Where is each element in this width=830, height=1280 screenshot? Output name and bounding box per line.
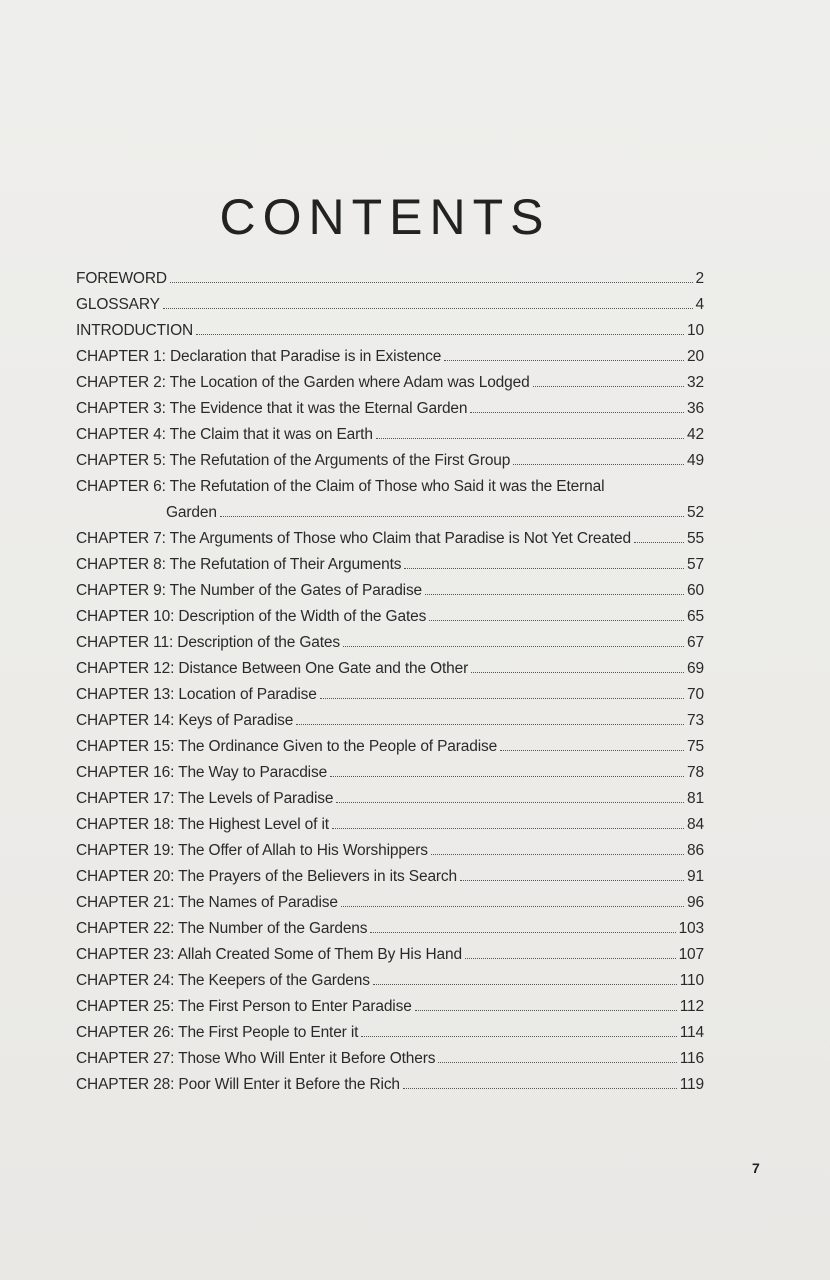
toc-entry-page: 81 bbox=[687, 790, 704, 807]
toc-entry-chapter-11 bbox=[76, 630, 704, 656]
toc-entry-chapter-19 bbox=[76, 838, 704, 864]
toc-entry-title: GLOSSARY bbox=[76, 296, 160, 313]
dot-leader bbox=[370, 932, 675, 933]
toc-entry-page: 96 bbox=[687, 894, 704, 911]
toc-entry-chapter-17 bbox=[76, 786, 704, 812]
dot-leader bbox=[341, 906, 684, 907]
toc-entry-page: 119 bbox=[679, 1076, 704, 1093]
toc-entry-title: CHAPTER 13: Location of Paradise bbox=[76, 686, 317, 703]
toc-entry-chapter-27 bbox=[76, 1046, 704, 1072]
toc-entry-chapter-16 bbox=[76, 760, 704, 786]
toc-entry-chapter-15 bbox=[76, 734, 704, 760]
toc-entry-page: 42 bbox=[687, 426, 704, 443]
toc-entry-page: 110 bbox=[679, 972, 704, 989]
dot-leader bbox=[460, 880, 684, 881]
toc-entry-page: 65 bbox=[687, 608, 704, 625]
dot-leader bbox=[470, 412, 684, 413]
toc-entry-title: CHAPTER 4: The Claim that it was on Earth bbox=[76, 426, 373, 443]
toc-entry-chapter-13 bbox=[76, 682, 704, 708]
toc-entry-chapter-20 bbox=[76, 864, 704, 890]
dot-leader bbox=[438, 1062, 676, 1063]
folio-page-number: 7 bbox=[752, 1160, 760, 1176]
toc-entry-page: 60 bbox=[687, 582, 704, 599]
toc-entry-chapter-23 bbox=[76, 942, 704, 968]
dot-leader bbox=[429, 620, 684, 621]
dot-leader bbox=[330, 776, 684, 777]
dot-leader bbox=[471, 672, 684, 673]
dot-leader bbox=[533, 386, 685, 387]
toc-entry-page: 67 bbox=[687, 634, 704, 651]
toc-entry-page: 73 bbox=[687, 712, 704, 729]
toc-entry-title: CHAPTER 1: Declaration that Paradise is in Existence bbox=[76, 348, 442, 365]
toc-entry-title: CHAPTER 8: The Refutation of Their Arguments bbox=[76, 556, 402, 573]
toc-entry-title: CHAPTER 17: The Levels of Paradise bbox=[76, 790, 334, 807]
toc-entry-title: CHAPTER 2: The Location of the Garden where Adam was Lodged bbox=[76, 374, 530, 391]
toc-entry-title: CHAPTER 28: Poor Will Enter it Before the Rich bbox=[76, 1076, 400, 1093]
toc-entry-foreword bbox=[76, 266, 704, 292]
toc-entry-title: CHAPTER 9: The Number of the Gates of Paradise bbox=[76, 582, 423, 599]
toc-entry-title-continuation: Garden bbox=[166, 504, 217, 521]
dot-leader bbox=[170, 282, 693, 283]
toc-entry-page: 86 bbox=[687, 842, 704, 859]
dot-leader bbox=[332, 828, 684, 829]
toc-entry-chapter-12 bbox=[76, 656, 704, 682]
toc-entry-title: FOREWORD bbox=[76, 270, 167, 287]
toc-entry-title: INTRODUCTION bbox=[76, 322, 194, 339]
toc-entry-chapter-1 bbox=[76, 344, 704, 370]
toc-entry-page: 20 bbox=[687, 348, 704, 365]
dot-leader bbox=[361, 1036, 676, 1037]
toc-entry-page: 78 bbox=[687, 764, 704, 781]
dot-leader bbox=[404, 568, 684, 569]
toc-entry-title: CHAPTER 26: The First People to Enter it bbox=[76, 1024, 359, 1041]
toc-entry-page: 4 bbox=[695, 296, 704, 313]
dot-leader bbox=[376, 438, 684, 439]
toc-entry-title: CHAPTER 10: Description of the Width of the Gates bbox=[76, 608, 427, 625]
toc-entry-page: 114 bbox=[679, 1024, 704, 1041]
toc-entry-glossary bbox=[76, 292, 704, 318]
toc-entry-page: 52 bbox=[687, 504, 704, 521]
toc-entry-title: CHAPTER 24: The Keepers of the Gardens bbox=[76, 972, 370, 989]
toc-entry-chapter-4 bbox=[76, 422, 704, 448]
toc-entry-chapter-25 bbox=[76, 994, 704, 1020]
toc-entry-chapter-2 bbox=[76, 370, 704, 396]
page-title: CONTENTS bbox=[219, 189, 551, 245]
toc-entry-page: 32 bbox=[687, 374, 704, 391]
toc-entry-chapter-14 bbox=[76, 708, 704, 734]
toc-entry-page: 103 bbox=[678, 920, 704, 937]
dot-leader bbox=[415, 1010, 677, 1011]
dot-leader bbox=[296, 724, 684, 725]
toc-entry-page: 70 bbox=[687, 686, 704, 703]
table-of-contents bbox=[76, 266, 704, 1098]
dot-leader bbox=[403, 1088, 677, 1089]
dot-leader bbox=[444, 360, 684, 361]
toc-entry-page: 116 bbox=[679, 1050, 704, 1067]
dot-leader bbox=[513, 464, 684, 465]
toc-entry-title: CHAPTER 27: Those Who Will Enter it Before Others bbox=[76, 1050, 436, 1067]
toc-entry-page: 10 bbox=[687, 322, 704, 339]
dot-leader bbox=[163, 308, 693, 309]
toc-entry-title: CHAPTER 7: The Arguments of Those who Claim that Paradise is Not Yet Created bbox=[76, 530, 631, 547]
toc-entry-page: 49 bbox=[687, 452, 704, 469]
toc-entry-page: 55 bbox=[687, 530, 704, 547]
toc-entry-chapter-8 bbox=[76, 552, 704, 578]
toc-entry-title: CHAPTER 25: The First Person to Enter Paradise bbox=[76, 998, 412, 1015]
toc-entry-title: CHAPTER 23: Allah Created Some of Them By His Hand bbox=[76, 946, 462, 963]
toc-entry-title: CHAPTER 21: The Names of Paradise bbox=[76, 894, 338, 911]
toc-entry-chapter-18 bbox=[76, 812, 704, 838]
toc-entry-chapter-21 bbox=[76, 890, 704, 916]
dot-leader bbox=[336, 802, 684, 803]
toc-entry-chapter-22 bbox=[76, 916, 704, 942]
toc-entry-title: CHAPTER 22: The Number of the Gardens bbox=[76, 920, 368, 937]
toc-entry-chapter-6-line1 bbox=[76, 474, 704, 500]
dot-leader bbox=[465, 958, 676, 959]
toc-entry-page: 2 bbox=[695, 270, 704, 287]
toc-entry-title: CHAPTER 19: The Offer of Allah to His Worshippers bbox=[76, 842, 428, 859]
dot-leader bbox=[343, 646, 684, 647]
dot-leader bbox=[425, 594, 684, 595]
toc-entry-chapter-28 bbox=[76, 1072, 704, 1098]
toc-entry-page: 69 bbox=[687, 660, 704, 677]
toc-entry-title: CHAPTER 20: The Prayers of the Believers in its Search bbox=[76, 868, 457, 885]
toc-entry-chapter-6-line2 bbox=[76, 500, 704, 526]
toc-entry-title: CHAPTER 11: Description of the Gates bbox=[76, 634, 340, 651]
toc-entry-title: CHAPTER 3: The Evidence that it was the Eternal Garden bbox=[76, 400, 468, 417]
toc-entry-chapter-7 bbox=[76, 526, 704, 552]
toc-entry-page: 107 bbox=[678, 946, 704, 963]
toc-entry-page: 36 bbox=[687, 400, 704, 417]
toc-entry-chapter-5 bbox=[76, 448, 704, 474]
toc-entry-title: CHAPTER 5: The Refutation of the Arguments of the First Group bbox=[76, 452, 511, 469]
toc-entry-page: 57 bbox=[687, 556, 704, 573]
dot-leader bbox=[320, 698, 684, 699]
toc-entry-chapter-26 bbox=[76, 1020, 704, 1046]
dot-leader bbox=[500, 750, 684, 751]
dot-leader bbox=[634, 542, 684, 543]
dot-leader bbox=[373, 984, 677, 985]
toc-entry-introduction bbox=[76, 318, 704, 344]
dot-leader bbox=[431, 854, 684, 855]
toc-entry-page: 84 bbox=[687, 816, 704, 833]
toc-entry-chapter-9 bbox=[76, 578, 704, 604]
toc-entry-title: CHAPTER 18: The Highest Level of it bbox=[76, 816, 329, 833]
toc-entry-page: 91 bbox=[687, 868, 704, 885]
toc-entry-title: CHAPTER 15: The Ordinance Given to the People of Paradise bbox=[76, 738, 498, 755]
toc-entry-title: CHAPTER 12: Distance Between One Gate and the Other bbox=[76, 660, 469, 677]
toc-entry-chapter-10 bbox=[76, 604, 704, 630]
toc-entry-title: CHAPTER 6: The Refutation of the Claim of Those who Said it was the Eternal bbox=[76, 478, 605, 495]
toc-entry-title: CHAPTER 16: The Way to Paracdise bbox=[76, 764, 328, 781]
dot-leader bbox=[220, 516, 684, 517]
toc-entry-page: 75 bbox=[687, 738, 704, 755]
dot-leader bbox=[196, 334, 684, 335]
toc-entry-chapter-3 bbox=[76, 396, 704, 422]
toc-entry-page: 112 bbox=[679, 998, 704, 1015]
toc-entry-chapter-24 bbox=[76, 968, 704, 994]
toc-entry-title: CHAPTER 14: Keys of Paradise bbox=[76, 712, 294, 729]
